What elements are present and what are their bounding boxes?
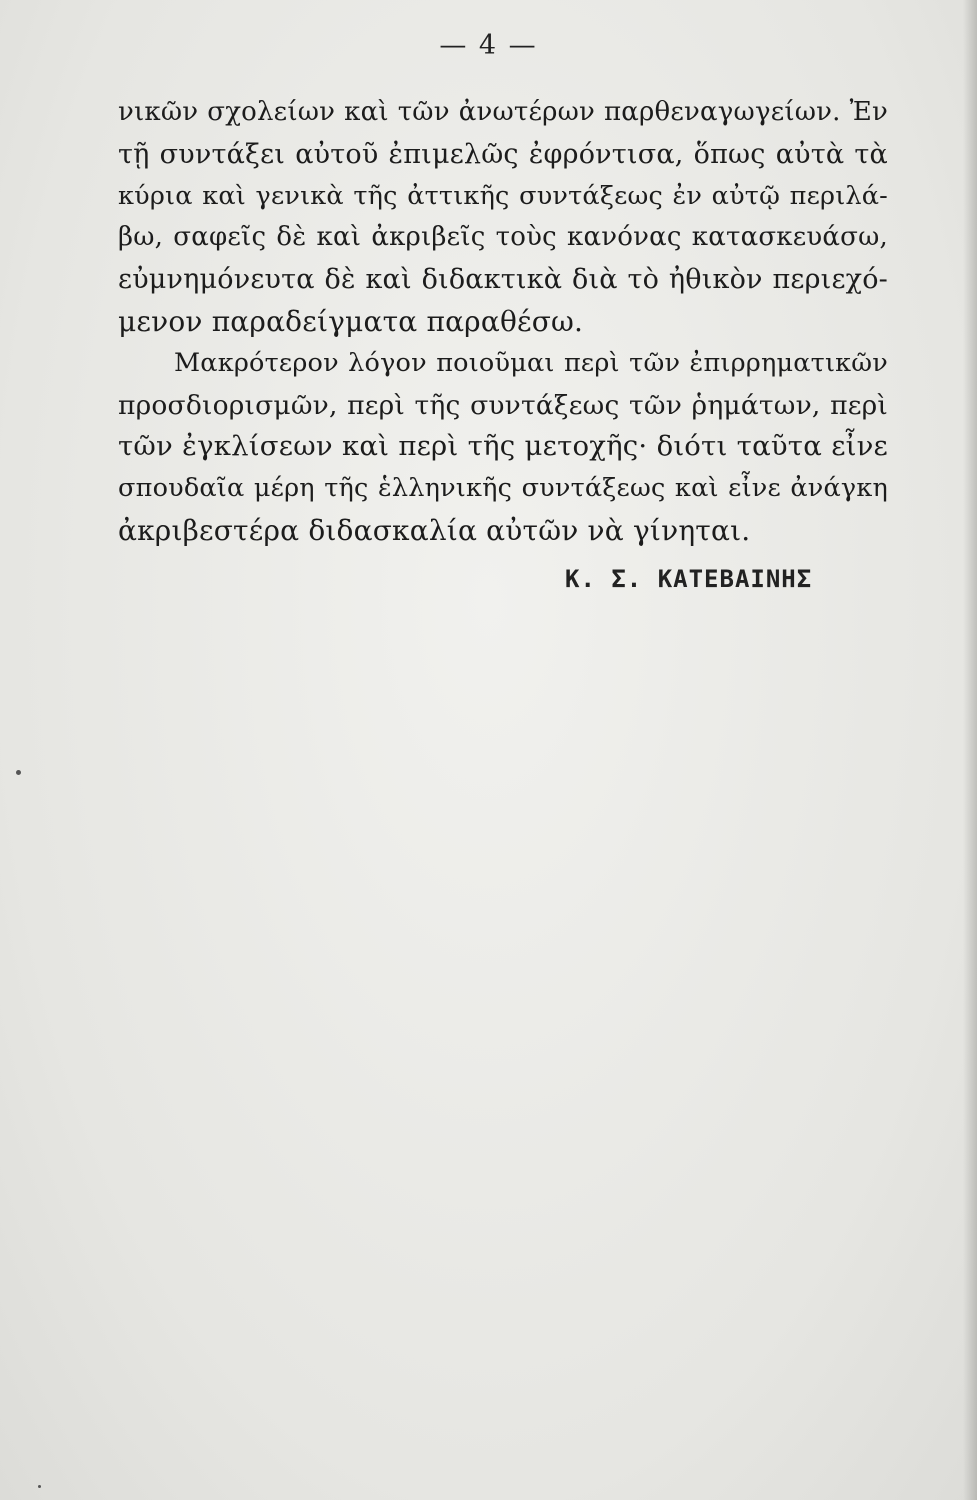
text-line: νικῶν σχολείων καὶ τῶν ἀνωτέρων παρθεναγωγείων. Ἐν — [118, 97, 888, 127]
author-signature: Κ. Σ. ΚΑΤΕΒΑΙΝΗΣ — [565, 565, 813, 593]
text-line: ἀκριβεστέρα διδασκαλία αὐτῶν νὰ γίνηται. — [118, 513, 751, 547]
text-line: προσδιορισμῶν, περὶ τῆς συντάξεως τῶν ῥημάτων, περὶ — [118, 389, 888, 421]
text-line: κύρια καὶ γενικὰ τῆς ἀττικῆς συντάξεως ἐν αὐτῷ περιλά- — [118, 180, 888, 211]
scan-speck — [16, 770, 21, 775]
text-line: τῶν ἐγκλίσεων καὶ περὶ τῆς μετοχῆς· διότι ταῦτα εἶνε — [118, 430, 888, 463]
page-number: — 4 — — [439, 30, 538, 61]
text-line: Μακρότερον λόγον ποιοῦμαι περὶ τῶν ἐπιρρηματικῶν — [174, 347, 888, 378]
paragraph-1 — [118, 92, 888, 343]
body-text — [118, 92, 888, 552]
text-line: μενον παραδείγματα παραθέσω. — [118, 304, 584, 338]
page-edge-shadow — [963, 0, 977, 1500]
text-line: σπουδαῖα μέρη τῆς ἑλληνικῆς συντάξεως καὶ εἶνε ἀνάγκη — [118, 473, 888, 504]
text-line: βω, σαφεῖς δὲ καὶ ἀκριβεῖς τοὺς κανόνας κατασκευάσω, — [118, 222, 888, 253]
text-line: εὐμνημόνευτα δὲ καὶ διδακτικὰ διὰ τὸ ἠθικὸν περιεχό- — [118, 264, 888, 296]
text-line: τῇ συντάξει αὐτοῦ ἐπιμελῶς ἐφρόντισα, ὅπως αὐτὰ τὰ — [118, 138, 888, 170]
scan-speck — [38, 1485, 41, 1488]
paragraph-2 — [118, 343, 888, 552]
